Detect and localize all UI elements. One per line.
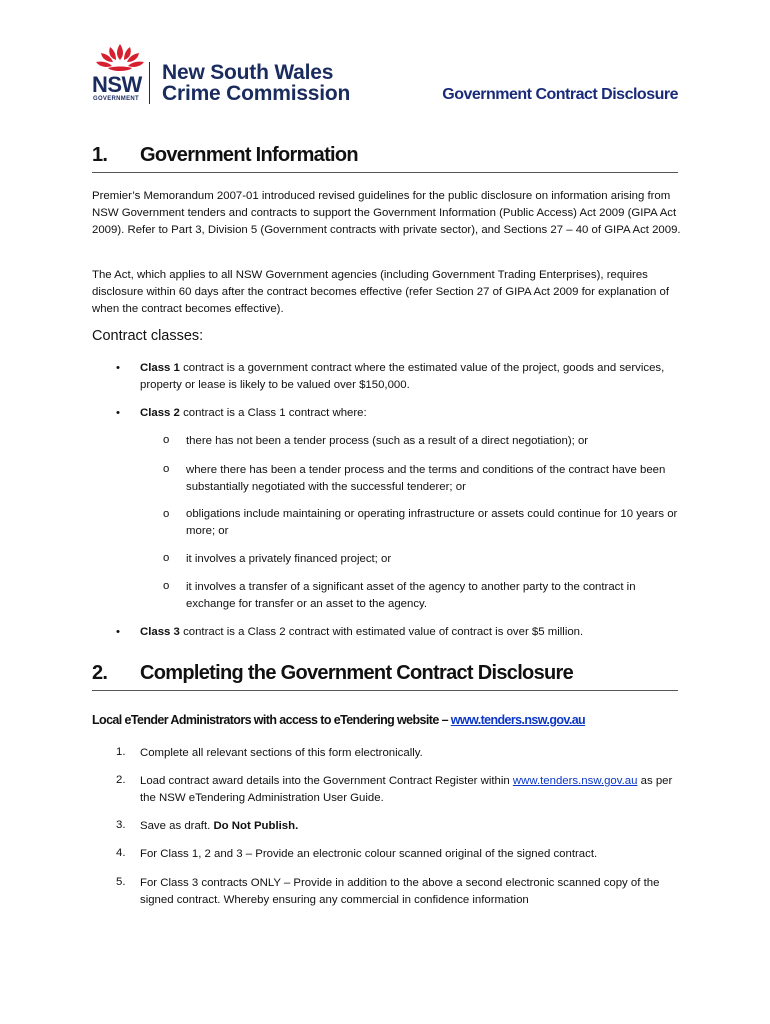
class1-item	[140, 360, 680, 394]
step-text	[140, 773, 680, 807]
step-text: For Class 3 contracts ONLY – Provide in addition to the above a second electronic scanned copy of the signed contract. Whereby ensuring any commercial in confidence information	[140, 877, 660, 906]
step-number: 5.	[116, 876, 126, 888]
sub-item: there has not been a tender process (such as a result of a direct negotiation); or	[186, 435, 589, 447]
local-heading-text: Local eTender Administrators with access to eTendering website –	[92, 713, 451, 727]
nsw-wordmark: NSW	[92, 72, 142, 97]
step-text-pre: Save as draft.	[140, 820, 214, 832]
sub-item: it involves a privately financed project; or	[186, 553, 392, 565]
class3-item	[140, 624, 680, 641]
contract-classes-heading: Contract classes:	[92, 328, 204, 344]
circle-bullet-icon: o	[163, 580, 170, 592]
class-label: Class 2	[140, 407, 180, 419]
circle-bullet-icon: o	[163, 463, 170, 475]
step-text	[140, 818, 680, 835]
section-1-heading	[92, 144, 678, 173]
step-number: 1.	[116, 746, 126, 758]
class-label: Class 1	[140, 362, 180, 374]
class2-item	[140, 405, 680, 422]
bullet-icon: •	[116, 362, 120, 374]
section-title: Completing the Government Contract Disclosure	[140, 662, 574, 684]
circle-bullet-icon: o	[163, 552, 170, 564]
sub-item: obligations include maintaining or operating infrastructure or assets could continue for 10 years or more; or	[186, 508, 678, 537]
paragraph-act-disclosure: The Act, which applies to all NSW Government agencies (including Government Trading Enterprises), requires disclosure within 60 days after the contract becomes effective (refer Section 27 of GIPA Act 2009 for explanation of when the contract becomes effective).	[92, 269, 670, 315]
class-label: Class 3	[140, 626, 180, 638]
bullet-icon: •	[116, 407, 120, 419]
nsw-crime-commission-logo	[92, 42, 362, 108]
step-number: 3.	[116, 819, 126, 831]
class-description: contract is a government contract where the estimated value of the project, goods and services, property or lease is likely to be valued over $150,000.	[140, 362, 665, 391]
section-number: 2.	[92, 662, 108, 684]
step-text-post: as per the NSW eTendering Administration User Guide.	[140, 775, 673, 804]
circle-bullet-icon: o	[163, 434, 170, 446]
document-title: Government Contract Disclosure	[442, 86, 678, 103]
logo-divider	[149, 62, 150, 104]
agency-name-line1: New South Wales	[162, 61, 334, 84]
step-text: For Class 1, 2 and 3 – Provide an electronic colour scanned original of the signed contract.	[140, 848, 598, 860]
section-number: 1.	[92, 144, 108, 166]
class-description: contract is a Class 1 contract where:	[179, 407, 367, 419]
waratah-icon	[92, 42, 148, 74]
bullet-icon: •	[116, 626, 120, 638]
sub-item: where there has been a tender process and the terms and conditions of the contract have been substantially negotiated with the successful tenderer; or	[186, 464, 666, 493]
section-title: Government Information	[140, 144, 358, 166]
government-wordmark: GOVERNMENT	[93, 96, 140, 102]
step-text-pre: Load contract award details into the Government Contract Register within	[140, 775, 513, 787]
section-2-heading	[92, 662, 678, 691]
etendering-website-link[interactable]: www.tenders.nsw.gov.au	[450, 713, 586, 727]
step-number: 2.	[116, 774, 126, 786]
circle-bullet-icon: o	[163, 508, 170, 520]
sub-item: it involves a transfer of a significant asset of the agency to another party to the contract in exchange for transfer or an asset to the agency.	[186, 581, 636, 610]
agency-name	[162, 62, 350, 104]
class-description: contract is a Class 2 contract with estimated value of contract is over $5 million.	[179, 626, 584, 638]
agency-name-line2: Crime Commission	[162, 82, 351, 105]
paragraph-premiers-memorandum: Premier’s Memorandum 2007-01 introduced revised guidelines for the public disclosure on information arising from NSW Government tenders and contracts to support the Government Information (Public Access) Act 2009 (GIPA Act 2009). Refer to Part 3, Division 5 (Government contracts with private sector), and Sections 27 – 40 of GIPA Act 2009.	[92, 190, 681, 236]
step-number: 4.	[116, 847, 126, 859]
local-etender-heading	[92, 713, 585, 727]
step-text: Complete all relevant sections of this form electronically.	[140, 747, 423, 759]
tenders-website-link[interactable]: www.tenders.nsw.gov.au	[512, 775, 638, 787]
do-not-publish-text: Do Not Publish.	[213, 820, 299, 832]
